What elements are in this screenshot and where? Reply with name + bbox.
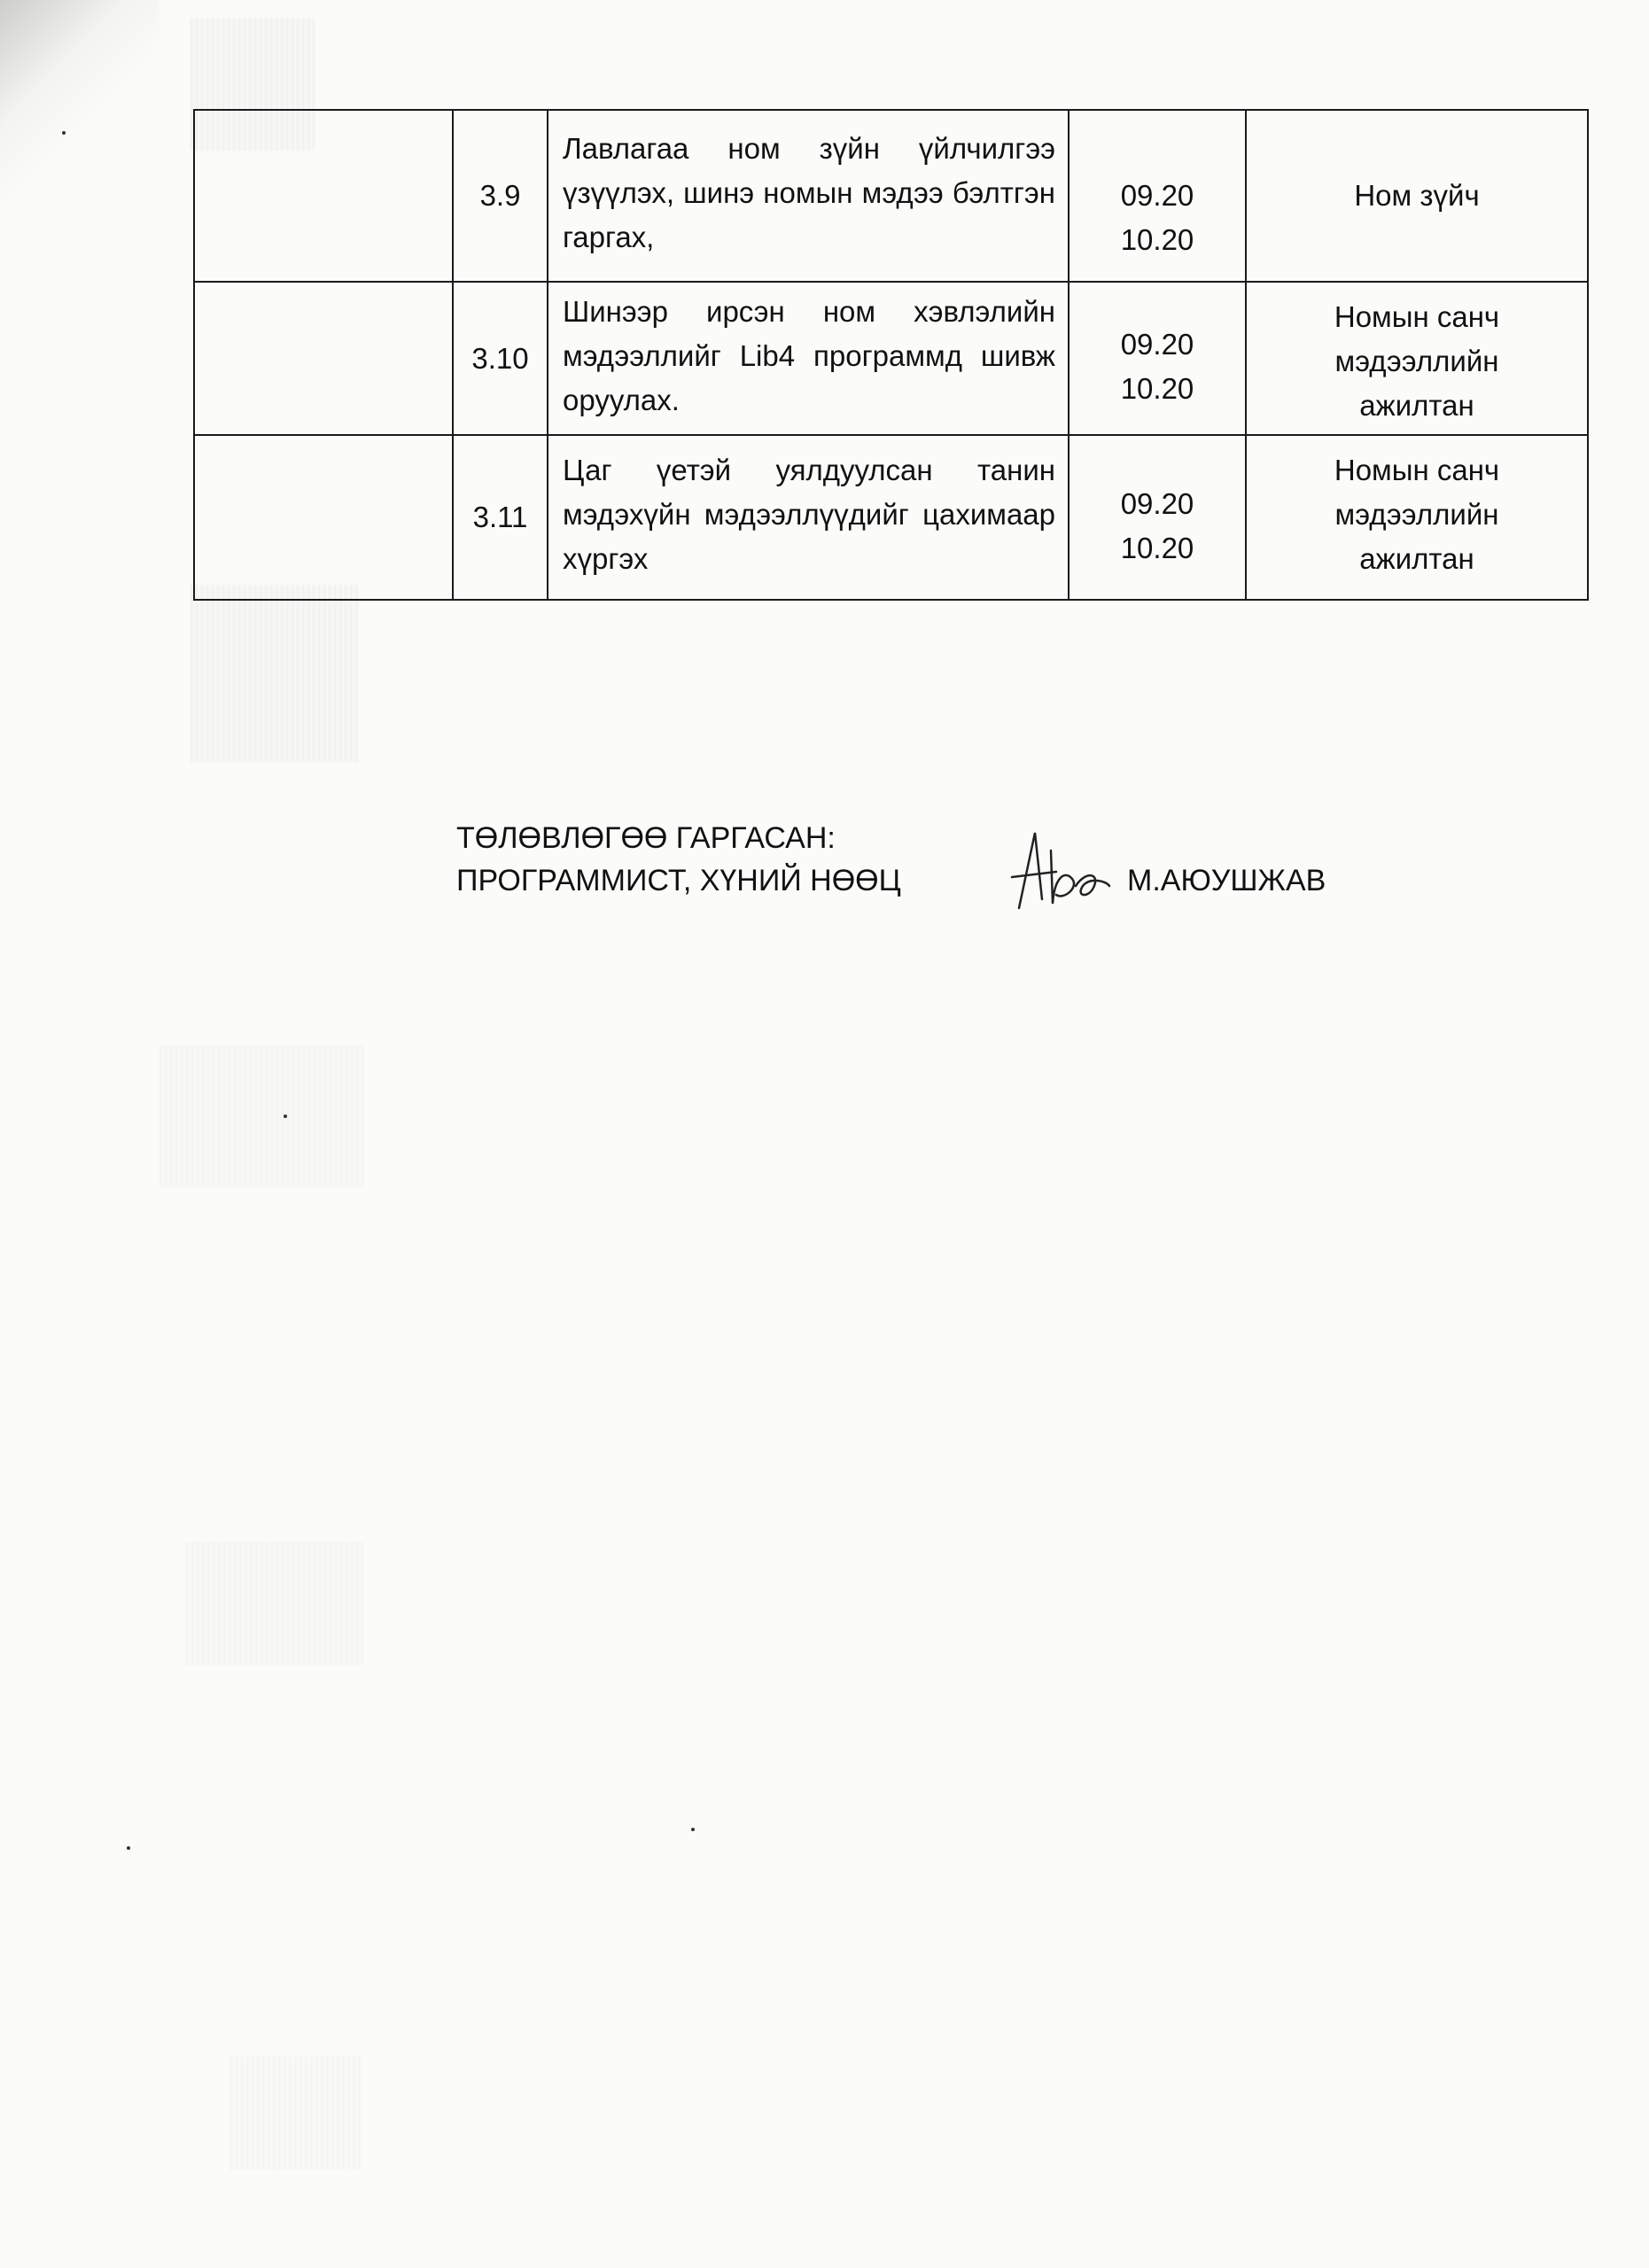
signoff-title: ТӨЛӨВЛӨГӨӨ ГАРГАСАН:	[456, 821, 836, 855]
responsible-line: мэдээллийн	[1334, 345, 1499, 377]
responsible-line: Ном зүйч	[1354, 179, 1480, 212]
responsible-cell	[1246, 282, 1588, 435]
scan-streak	[186, 1542, 363, 1666]
start-date: 09.20	[1120, 178, 1194, 212]
end-date: 10.20	[1120, 222, 1194, 256]
scan-speck	[284, 1115, 287, 1118]
signoff-position: ПРОГРАММИСТ, ХҮНИЙ НӨӨЦ	[456, 864, 901, 897]
responsible-line: Номын санч	[1334, 300, 1500, 333]
start-date: 09.20	[1120, 486, 1194, 520]
scan-speck	[127, 1846, 130, 1850]
table-row	[194, 110, 1588, 282]
responsible-line: ажилтан	[1359, 542, 1474, 575]
end-date: 10.20	[1120, 372, 1194, 405]
scan-speck	[62, 131, 66, 135]
responsible-line: Номын санч	[1334, 454, 1500, 486]
task-description: Цаг үетэй уялдуулсан танин мэдэхүйн мэдээллүүдийг цахимаар хүргэх	[548, 435, 1069, 600]
responsible-line: мэдээллийн	[1334, 498, 1499, 531]
table-row	[194, 282, 1588, 435]
responsible-line: ажилтан	[1359, 389, 1474, 422]
handwritten-signature	[1001, 815, 1116, 921]
date-cell	[1069, 435, 1246, 600]
signoff-block	[456, 817, 901, 902]
date-cell	[1069, 282, 1246, 435]
task-description: Лавлагаа ном зүйн үйлчилгээ үзүүлэх, шинэ номын мэдээ бэлтгэн гаргах,	[548, 110, 1069, 282]
blank-cell	[194, 282, 453, 435]
row-number: 3.9	[453, 110, 548, 282]
blank-cell	[194, 435, 453, 600]
table-row	[194, 435, 1588, 600]
responsible-cell	[1246, 435, 1588, 600]
scan-corner-shadow	[0, 0, 159, 204]
signatory-name: М.АЮУШЖАВ	[1127, 864, 1326, 897]
scan-streak	[191, 585, 359, 762]
scan-streak	[159, 1045, 363, 1187]
end-date: 10.20	[1120, 531, 1194, 564]
responsible-cell	[1246, 110, 1588, 282]
scan-speck	[691, 1828, 695, 1831]
date-cell	[1069, 110, 1246, 282]
task-description: Шинээр ирсэн ном хэвлэлийн мэдээллийг Lib4 программд шивж оруулах.	[548, 282, 1069, 435]
row-number: 3.10	[453, 282, 548, 435]
row-number: 3.11	[453, 435, 548, 600]
blank-cell	[194, 110, 453, 282]
plan-table	[193, 109, 1589, 601]
start-date: 09.20	[1120, 328, 1194, 361]
scan-streak	[230, 2055, 363, 2171]
